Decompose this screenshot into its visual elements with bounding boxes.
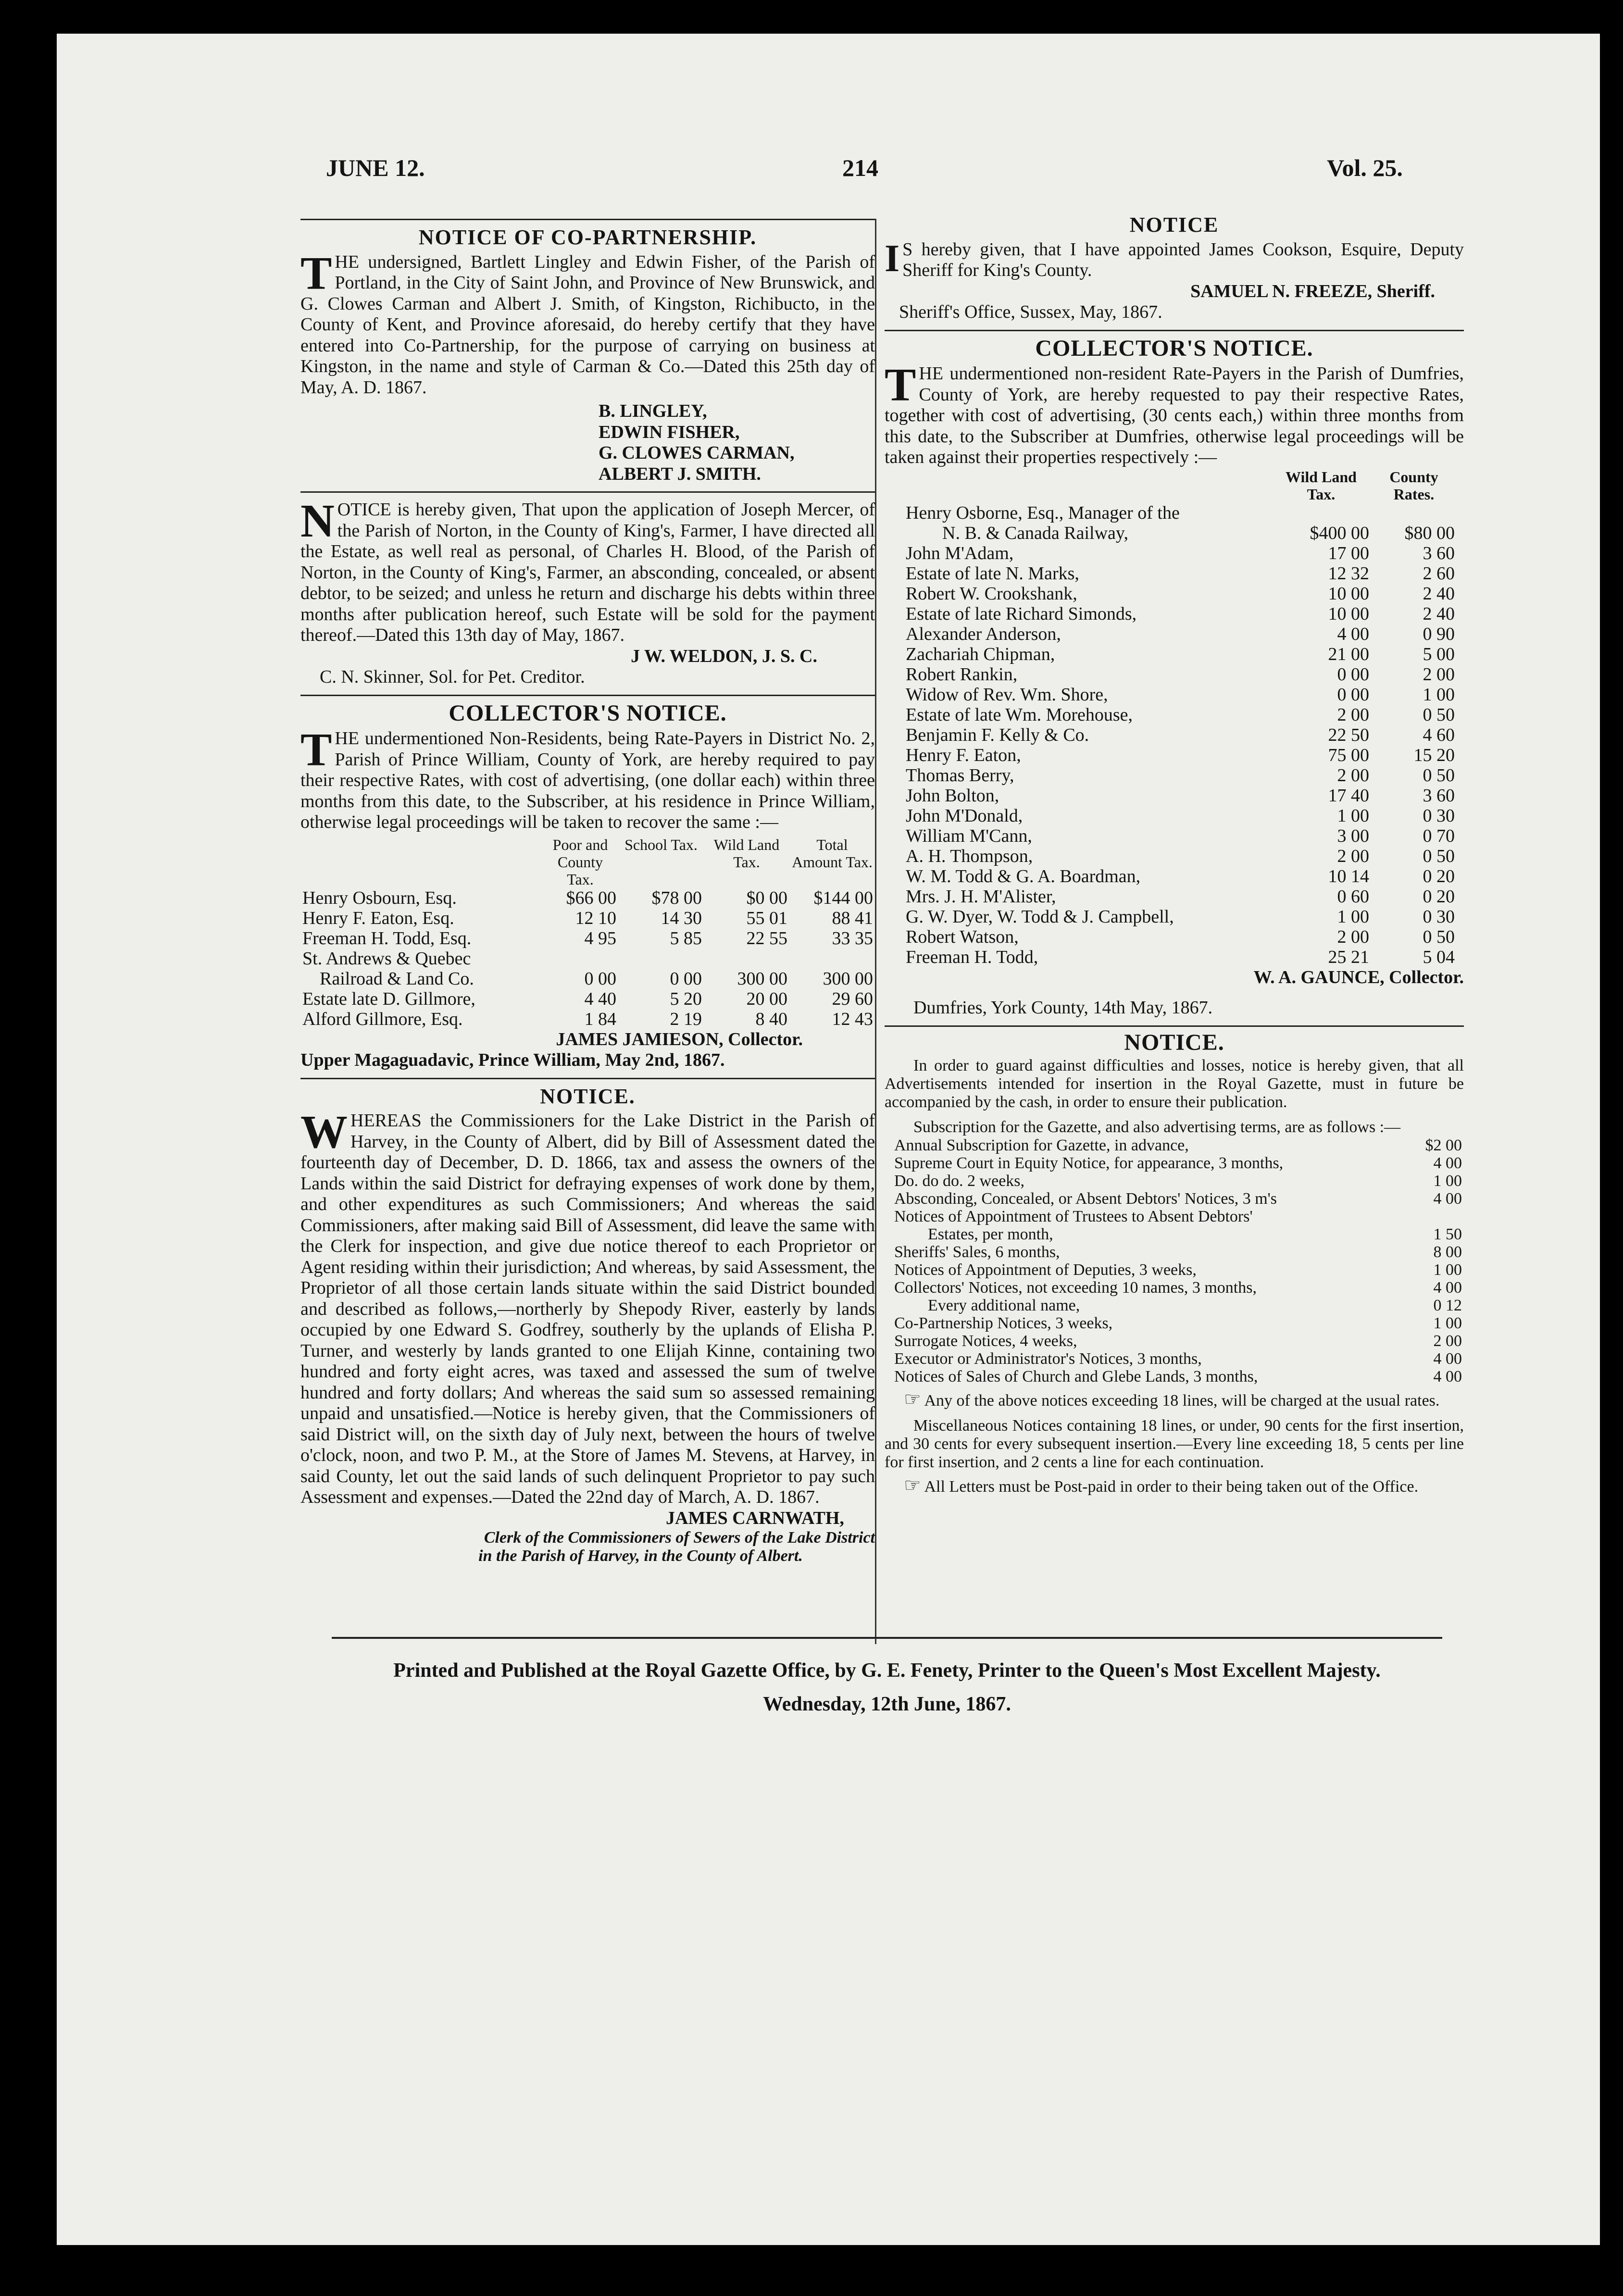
rate-row: Notices of Appointment of Deputies, 3 weeks, 1 00 (894, 1260, 1462, 1279)
table-row: Zachariah Chipman, 21 00 5 00 (906, 644, 1455, 664)
rate-row: Collectors' Notices, not exceeding 10 names, 3 months, 4 00 (894, 1278, 1462, 1297)
rate-row: Absconding, Concealed, or Absent Debtors' Notices, 3 m's 4 00 (894, 1189, 1462, 1208)
norton-notice (300, 495, 875, 688)
table-row: Henry Osbourn, Esq. $66 00 $78 00 $0 00 $144 00 (302, 887, 873, 908)
carnwath-signature: JAMES CARNWATH, (666, 1508, 844, 1528)
dropcap: T (885, 359, 916, 411)
dumfries-dateline: Dumfries, York County, 14th May, 1867. (913, 998, 1213, 1018)
table-row: Estate late D. Gillmore, 4 40 5 20 20 00 29 60 (302, 988, 873, 1009)
rate-row: Estates, per month, 1 50 (928, 1225, 1462, 1243)
col-header: Wild Land Tax. (713, 836, 780, 871)
signatory: B. LINGLEY, (599, 401, 707, 421)
dropcap: T (300, 247, 332, 299)
rate-row: Executor or Administrator's Notices, 3 months, 4 00 (894, 1349, 1462, 1368)
footer (332, 1654, 1442, 1721)
table-row: Estate of late Wm. Morehouse, 2 00 0 50 (906, 704, 1455, 725)
copartnership-notice (300, 227, 875, 485)
hand-note-1: Any of the above notices exceeding 18 lines, will be charged at the usual rates. (924, 1391, 1440, 1410)
header-date: JUNE 12. (326, 154, 425, 181)
copartnership-title: NOTICE OF CO-PARTNERSHIP. (418, 225, 757, 249)
table-row: Robert Rankin, 0 00 2 00 (906, 664, 1455, 685)
col-header: Wild Land Tax. (1286, 468, 1357, 503)
collector-dateline: Upper Magaguadavic, Prince William, May 2nd, 1867. (300, 1050, 725, 1070)
divider (885, 1025, 1464, 1027)
table-row: Estate of late Richard Simonds, 10 00 2 40 (906, 603, 1455, 624)
collector-body: HE undermentioned Non-Residents, being Rate-Payers in District No. 2, Parish of Prince William, County of York, are hereby required to pay their respective Rates, with cost of advertising, (one dollar each) within three months from this date, to the Subscriber, at his residence in Prince William, otherwise legal proceedings will be taken to recover the same :— (300, 728, 875, 832)
table-row: Henry F. Eaton, 75 00 15 20 (906, 745, 1455, 765)
rate-row: Notices of Sales of Church and Glebe Lands, 3 months, 4 00 (894, 1367, 1462, 1385)
harvey-body: HEREAS the Commissioners for the Lake District in the Parish of Harvey, in the County of Albert, did by Bill of Assessment dated the fourteenth day of December, D. D. 1866, tax and assess the owners of the Lands within the said District for defraying expenses of work done by them, and other expenditures as such Commissioners; And whereas the said Commissioners, after making said Bill of Assessment, did leave the same with the Clerk for inspection, and give due notice thereof to each Proprietor or Agent residing within their jurisdiction; And whereas, by said Assessment, the Proprietor of all those certain lands situate within the said District bounded and described as follows,—northerly by Shepody River, easterly by lands occupied by one Edward S. Godfrey, southerly by the uplands of Elisha P. Turner, and westerly by lands granted to one Elijah Kinne, containing two hundred and forty eight acres, was taxed and assessed the sum of twelve hundred and forty dollars; And whereas the said sum so assessed remaining unpaid and unsatisfied.—Notice is hereby given, that the Commissioners of said District will, on the sixth day of July next, between the hours of twelve o'clock, noon, and two P. M., at the Store of James M. Stevens, at Harvey, in said County, let out the said lands of such delinquent Proprietor to pay such Assessment and expenses.—Dated the 22nd day of March, A. D. 1867. (300, 1111, 875, 1507)
harvey-notice (300, 1086, 875, 1566)
table-row: Henry F. Eaton, Esq. 12 10 14 30 55 01 88 41 (302, 908, 873, 928)
table-row: Alford Gillmore, Esq. 1 84 2 19 8 40 12 43 (302, 1009, 873, 1029)
dropcap: W (300, 1106, 348, 1158)
divider (300, 1078, 875, 1079)
table-row: W. M. Todd & G. A. Boardman, 10 14 0 20 (906, 866, 1455, 886)
table-row: A. H. Thompson, 2 00 0 50 (906, 846, 1455, 866)
dumfries-title: COLLECTOR'S NOTICE. (1035, 335, 1313, 361)
jamieson-signature: JAMES JAMIESON, Collector. (556, 1029, 803, 1049)
hand-note-2: All Letters must be Post-paid in order to their being taken out of the Office. (924, 1477, 1419, 1496)
table-row: Mrs. J. H. M'Alister, 0 60 0 20 (906, 886, 1455, 907)
col-header: County Rates. (1389, 468, 1438, 503)
gazette-intro: In order to guard against difficulties and losses, notice is hereby given, that all Advertisements intended for insertion in the Royal Gazette, must in future be accompanied by the cash, in order to ensure their publication. (885, 1056, 1464, 1111)
rate-row: Supreme Court in Equity Notice, for appearance, 3 months, 4 00 (894, 1154, 1462, 1172)
table-row: Henry Osborne, Esq., Manager of the (906, 502, 1180, 523)
printer-line: Printed and Published at the Royal Gazette Office, by G. E. Fenety, Printer to the Queen's Most Excellent Majesty. (393, 1660, 1381, 1682)
misc-notice: Miscellaneous Notices containing 18 lines, or under, 90 cents for the first insertion, and 30 cents for every subsequent insertion.—Every line exceeding 18, 5 cents per line for first insertion, and 2 cents a line for each continuation. (885, 1416, 1464, 1471)
copartnership-body: HE undersigned, Bartlett Lingley and Edwin Fisher, of the Parish of Portland, in the City of Saint John, and Province of New Brunswick, and G. Clowes Carman and Albert J. Smith, of Kingston, Richibucto, in the County of Kent, and Province aforesaid, do hereby certify that they have entered into Co-Partnership, for the purpose of carrying on business at Kingston, in the name and style of Carman & Co.—Dated this 25th day of May, A. D. 1867. (300, 251, 875, 398)
column-divider (875, 219, 876, 1644)
table-row: St. Andrews & Quebec (302, 948, 471, 969)
table-row: Freeman H. Todd, Esq. 4 95 5 85 22 55 33 35 (302, 928, 873, 948)
table-row: Robert W. Crookshank, 10 00 2 40 (906, 583, 1455, 604)
dropcap: N (300, 495, 335, 547)
rate-row: Every additional name, 0 12 (928, 1296, 1462, 1314)
gaunce-signature: W. A. GAUNCE, Collector. (1253, 967, 1464, 987)
freeze-signature: SAMUEL N. FREEZE, Sheriff. (1190, 281, 1435, 301)
manicule-icon: ☞ (904, 1474, 921, 1496)
prince-william-rates-table (300, 836, 875, 1029)
clerk-title: Clerk of the Commissioners of Sewers of the Lake District (484, 1529, 875, 1547)
gazette-title: NOTICE. (1124, 1029, 1224, 1055)
weldon-signature: J W. WELDON, J. S. C. (631, 646, 817, 666)
footer-rule (332, 1637, 1442, 1639)
table-row: John M'Adam, 17 00 3 60 (906, 543, 1455, 563)
table-row: Widow of Rev. Wm. Shore, 0 00 1 00 (906, 684, 1455, 705)
manicule-icon: ☞ (904, 1388, 921, 1410)
page-number: 214 (842, 154, 878, 181)
table-row: Railroad & Land Co. 0 00 0 00 300 00 300 00 (320, 968, 873, 989)
table-row: John M'Donald, 1 00 0 30 (906, 805, 1455, 826)
divider (300, 491, 875, 493)
table-row: Estate of late N. Marks, 12 32 2 60 (906, 563, 1455, 584)
sheriff-title: NOTICE (1129, 213, 1219, 237)
table-row: Thomas Berry, 2 00 0 50 (906, 765, 1455, 786)
solicitor-line: C. N. Skinner, Sol. for Pet. Creditor. (320, 667, 585, 687)
signatory: EDWIN FISHER, (599, 422, 740, 442)
table-row: Freeman H. Todd, 25 21 5 04 (906, 947, 1455, 967)
right-column (885, 212, 1464, 1496)
advertising-rates-table (885, 1136, 1464, 1385)
rate-row: Surrogate Notices, 4 weeks, 2 00 (894, 1332, 1462, 1350)
norton-body: OTICE is hereby given, That upon the application of Joseph Mercer, of the Parish of Norton, in the County of King's, Farmer, I have directed all the Estate, as well real as personal, of Charles H. Blood, of the Parish of Norton, in the County of King's, Farmer, an absconding, concealed, or absent debtor, to be seized; and unless he return and discharge his debts within three months after publication hereof, such Estate will be sold for the payment thereof.—Dated this 13th day of May, 1867. (300, 499, 875, 645)
table-row: Alexander Anderson, 4 00 0 90 (906, 624, 1455, 644)
clerk-title-2: in the Parish of Harvey, in the County of Albert. (478, 1547, 803, 1565)
table-row: William M'Cann, 3 00 0 70 (906, 825, 1455, 846)
sheriff-notice (885, 214, 1464, 323)
rate-row: Co-Partnership Notices, 3 weeks, 1 00 (894, 1314, 1462, 1332)
dropcap: I (885, 237, 900, 280)
dumfries-rates-table (904, 468, 1457, 967)
divider (300, 219, 875, 220)
table-row: N. B. & Canada Railway, $400 00 $80 00 (942, 523, 1455, 543)
col-header: School Tax. (624, 836, 698, 853)
rate-row: Do. do do. 2 weeks, 1 00 (894, 1172, 1462, 1190)
col-header: Total Amount Tax. (792, 836, 873, 871)
divider (300, 695, 875, 696)
rate-row: Sheriffs' Sales, 6 months, 8 00 (894, 1243, 1462, 1261)
left-column (300, 219, 875, 1565)
gazette-notice (885, 1029, 1464, 1496)
footer-date: Wednesday, 12th June, 1867. (763, 1693, 1011, 1715)
signatory: G. CLOWES CARMAN, (599, 443, 795, 463)
sheriff-body: S hereby given, that I have appointed James Cookson, Esquire, Deputy Sheriff for King's County. (902, 239, 1464, 280)
dropcap: T (300, 724, 332, 776)
collector-title: COLLECTOR'S NOTICE. (449, 700, 727, 726)
col-header: Poor and County Tax. (552, 836, 608, 888)
signatory: ALBERT J. SMITH. (599, 463, 761, 484)
rate-row: Annual Subscription for Gazette, in advance, $2 00 (894, 1136, 1462, 1154)
table-row: John Bolton, 17 40 3 60 (906, 785, 1455, 806)
sheriff-dateline: Sheriff's Office, Sussex, May, 1867. (899, 302, 1162, 322)
table-row: Robert Watson, 2 00 0 50 (906, 926, 1455, 947)
harvey-title: NOTICE. (540, 1084, 636, 1108)
rate-row: Notices of Appointment of Trustees to Absent Debtors' (894, 1207, 1253, 1225)
table-row: G. W. Dyer, W. Todd & J. Campbell, 1 00 0 30 (906, 906, 1455, 927)
collector-notice-dumfries (885, 335, 1464, 1019)
volume-number: Vol. 25. (1327, 154, 1403, 181)
table-row: Benjamin F. Kelly & Co. 22 50 4 60 (906, 724, 1455, 745)
collector-notice-prince-william (300, 700, 875, 1071)
dumfries-body: HE undermentioned non-resident Rate-Payers in the Parish of Dumfries, County of York, are hereby requested to pay their respective Rates, together with cost of advertising, (30 cents each,) within three months from this date, to the Subscriber at Dumfries, otherwise legal proceedings will be taken against their properties respectively :— (885, 363, 1464, 467)
divider (885, 330, 1464, 331)
terms-intro: Subscription for the Gazette, and also advertising terms, are as follows :— (913, 1118, 1401, 1136)
